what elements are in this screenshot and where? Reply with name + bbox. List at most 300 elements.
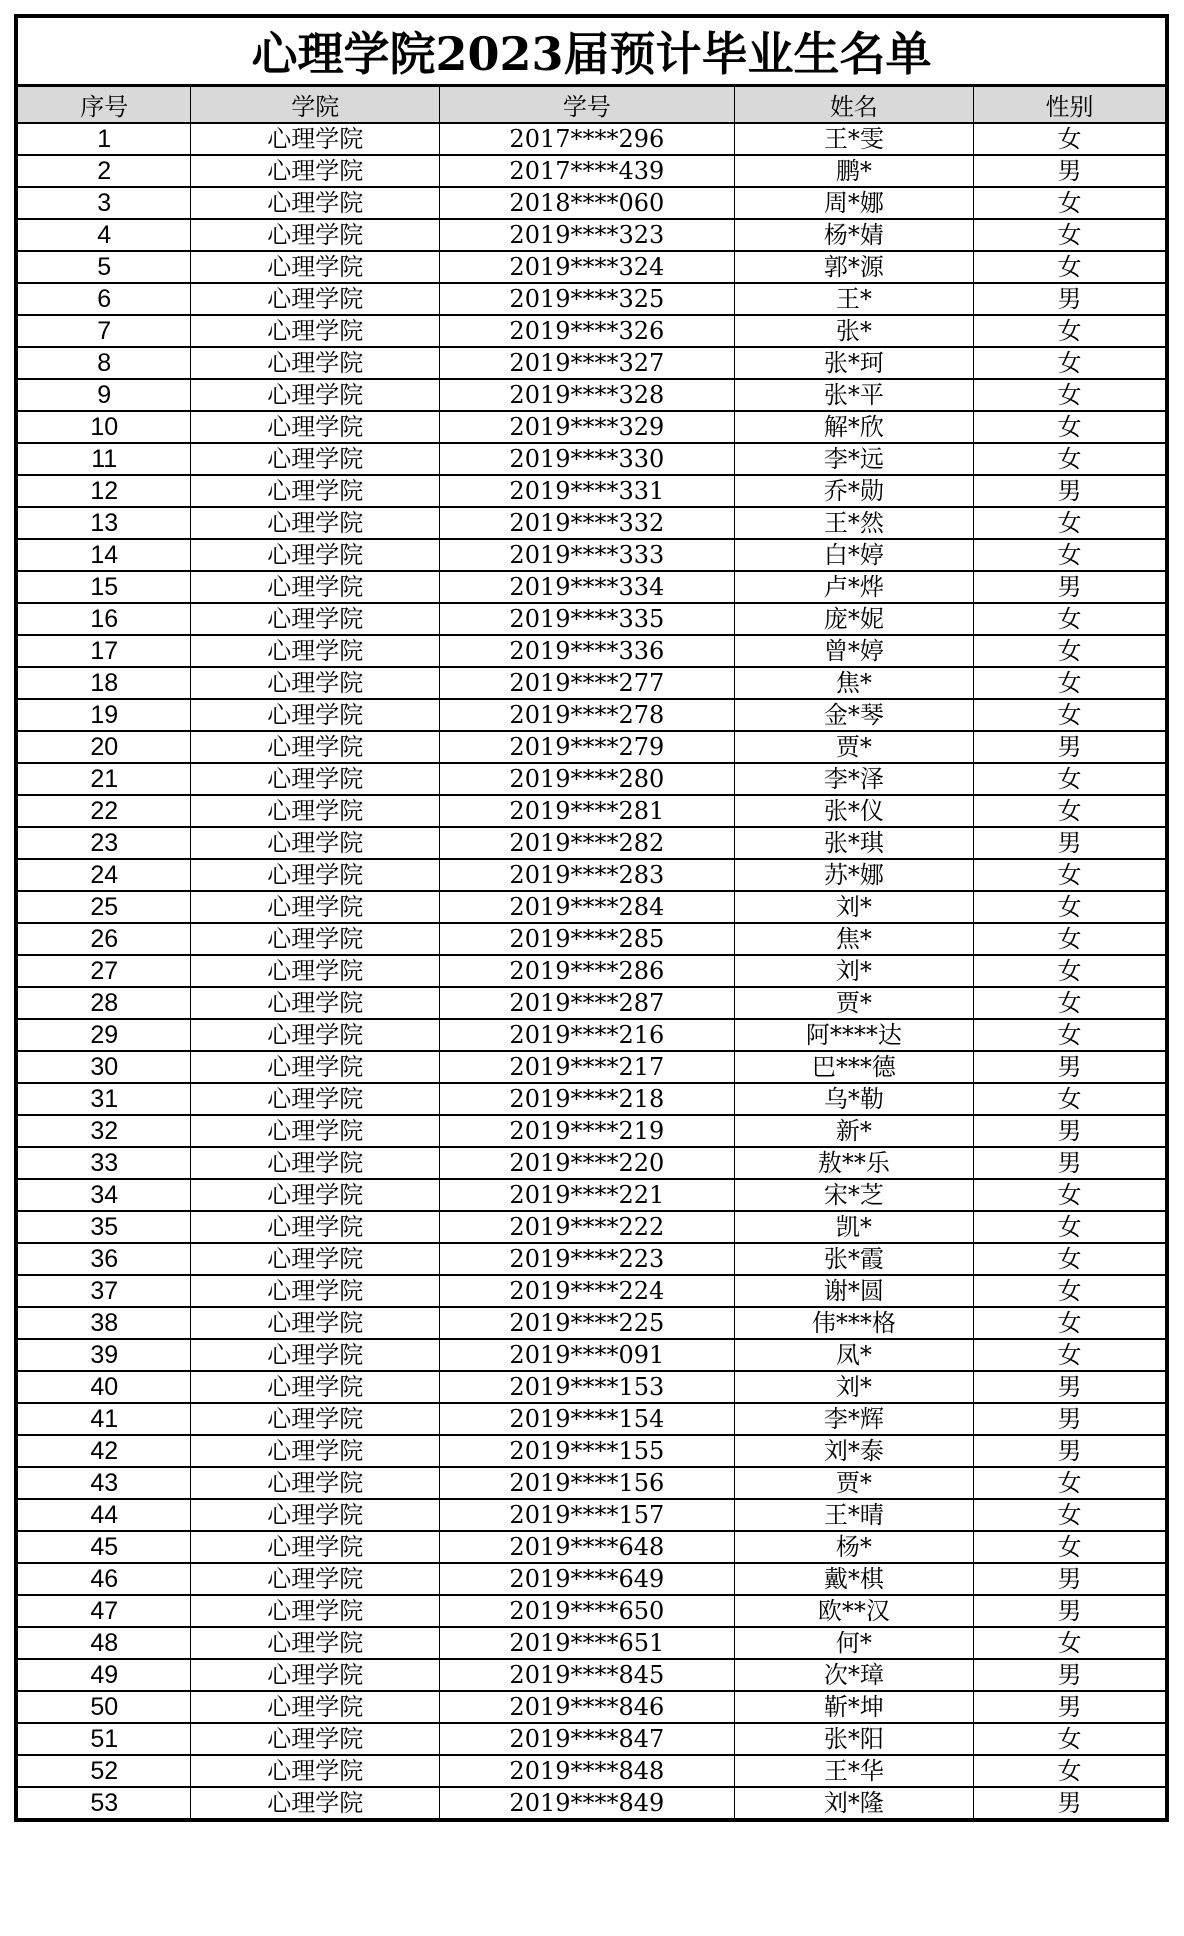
cell-gender: 女 <box>974 859 1167 891</box>
cell-no: 21 <box>16 763 191 795</box>
cell-no: 38 <box>16 1307 191 1339</box>
cell-no: 52 <box>16 1755 191 1787</box>
cell-college: 心理学院 <box>191 667 440 699</box>
cell-sid: 2019****278 <box>440 699 735 731</box>
cell-no: 33 <box>16 1147 191 1179</box>
cell-name: 刘*泰 <box>734 1435 973 1467</box>
cell-sid: 2019****329 <box>440 411 735 443</box>
cell-name: 张*阳 <box>734 1723 973 1755</box>
cell-no: 51 <box>16 1723 191 1755</box>
table-row <box>16 1787 1167 1820</box>
cell-name: 周*娜 <box>734 187 973 219</box>
cell-sid: 2019****651 <box>440 1627 735 1659</box>
table-row <box>16 603 1167 635</box>
cell-no: 2 <box>16 155 191 187</box>
cell-sid: 2019****222 <box>440 1211 735 1243</box>
cell-sid: 2019****219 <box>440 1115 735 1147</box>
cell-no: 5 <box>16 251 191 283</box>
cell-sid: 2019****225 <box>440 1307 735 1339</box>
cell-name: 何* <box>734 1627 973 1659</box>
cell-no: 23 <box>16 827 191 859</box>
cell-college: 心理学院 <box>191 635 440 667</box>
cell-gender: 男 <box>974 1787 1167 1820</box>
cell-name: 阿****达 <box>734 1019 973 1051</box>
cell-gender: 女 <box>974 123 1167 155</box>
cell-name: 贾* <box>734 1467 973 1499</box>
cell-sid: 2019****157 <box>440 1499 735 1531</box>
cell-name: 王*然 <box>734 507 973 539</box>
cell-sid: 2019****334 <box>440 571 735 603</box>
cell-name: 刘*隆 <box>734 1787 973 1820</box>
cell-college: 心理学院 <box>191 795 440 827</box>
cell-college: 心理学院 <box>191 315 440 347</box>
column-header-4: 性别 <box>974 86 1167 124</box>
table-body <box>16 123 1167 1820</box>
cell-college: 心理学院 <box>191 1307 440 1339</box>
cell-name: 解*欣 <box>734 411 973 443</box>
cell-college: 心理学院 <box>191 1723 440 1755</box>
cell-no: 45 <box>16 1531 191 1563</box>
cell-sid: 2019****849 <box>440 1787 735 1820</box>
cell-sid: 2019****845 <box>440 1659 735 1691</box>
cell-gender: 男 <box>974 1435 1167 1467</box>
cell-name: 刘* <box>734 1371 973 1403</box>
table-row <box>16 251 1167 283</box>
cell-name: 凤* <box>734 1339 973 1371</box>
cell-sid: 2019****280 <box>440 763 735 795</box>
cell-no: 13 <box>16 507 191 539</box>
table-row <box>16 699 1167 731</box>
cell-gender: 女 <box>974 1179 1167 1211</box>
cell-sid: 2019****283 <box>440 859 735 891</box>
cell-no: 1 <box>16 123 191 155</box>
cell-gender: 男 <box>974 1691 1167 1723</box>
table-row <box>16 731 1167 763</box>
cell-sid: 2019****154 <box>440 1403 735 1435</box>
cell-no: 14 <box>16 539 191 571</box>
cell-college: 心理学院 <box>191 1339 440 1371</box>
column-header-2: 学号 <box>440 86 735 124</box>
cell-gender: 女 <box>974 667 1167 699</box>
cell-sid: 2019****221 <box>440 1179 735 1211</box>
cell-college: 心理学院 <box>191 1371 440 1403</box>
table-row <box>16 443 1167 475</box>
cell-college: 心理学院 <box>191 443 440 475</box>
cell-name: 张*珂 <box>734 347 973 379</box>
cell-gender: 女 <box>974 891 1167 923</box>
cell-gender: 女 <box>974 219 1167 251</box>
cell-no: 18 <box>16 667 191 699</box>
table-row <box>16 1179 1167 1211</box>
cell-college: 心理学院 <box>191 955 440 987</box>
cell-gender: 男 <box>974 1371 1167 1403</box>
cell-sid: 2019****649 <box>440 1563 735 1595</box>
cell-sid: 2018****060 <box>440 187 735 219</box>
cell-college: 心理学院 <box>191 987 440 1019</box>
cell-sid: 2019****650 <box>440 1595 735 1627</box>
cell-gender: 男 <box>974 571 1167 603</box>
table-row <box>16 1531 1167 1563</box>
cell-sid: 2019****331 <box>440 475 735 507</box>
cell-no: 34 <box>16 1179 191 1211</box>
table-row <box>16 923 1167 955</box>
cell-sid: 2019****223 <box>440 1243 735 1275</box>
cell-name: 伟***格 <box>734 1307 973 1339</box>
cell-sid: 2019****332 <box>440 507 735 539</box>
cell-sid: 2019****277 <box>440 667 735 699</box>
cell-sid: 2019****287 <box>440 987 735 1019</box>
cell-college: 心理学院 <box>191 1563 440 1595</box>
table-row <box>16 1211 1167 1243</box>
cell-name: 次*璋 <box>734 1659 973 1691</box>
graduate-roster-sheet <box>14 14 1169 1822</box>
cell-no: 7 <box>16 315 191 347</box>
table-row <box>16 315 1167 347</box>
cell-college: 心理学院 <box>191 411 440 443</box>
cell-gender: 女 <box>974 251 1167 283</box>
cell-no: 4 <box>16 219 191 251</box>
table-row <box>16 1723 1167 1755</box>
cell-name: 李*远 <box>734 443 973 475</box>
cell-college: 心理学院 <box>191 1691 440 1723</box>
cell-gender: 男 <box>974 1115 1167 1147</box>
cell-no: 37 <box>16 1275 191 1307</box>
table-row <box>16 1435 1167 1467</box>
cell-no: 39 <box>16 1339 191 1371</box>
table-row <box>16 795 1167 827</box>
cell-name: 谢*圆 <box>734 1275 973 1307</box>
cell-college: 心理学院 <box>191 1147 440 1179</box>
cell-no: 48 <box>16 1627 191 1659</box>
graduate-roster-table <box>14 14 1169 1822</box>
cell-gender: 男 <box>974 1659 1167 1691</box>
cell-name: 张*琪 <box>734 827 973 859</box>
cell-name: 敖**乐 <box>734 1147 973 1179</box>
cell-no: 35 <box>16 1211 191 1243</box>
cell-sid: 2019****224 <box>440 1275 735 1307</box>
cell-gender: 女 <box>974 1275 1167 1307</box>
cell-name: 张*仪 <box>734 795 973 827</box>
cell-no: 19 <box>16 699 191 731</box>
cell-no: 6 <box>16 283 191 315</box>
cell-gender: 女 <box>974 603 1167 635</box>
cell-sid: 2019****217 <box>440 1051 735 1083</box>
cell-gender: 男 <box>974 1403 1167 1435</box>
cell-gender: 女 <box>974 699 1167 731</box>
cell-gender: 女 <box>974 1339 1167 1371</box>
cell-no: 26 <box>16 923 191 955</box>
cell-sid: 2019****282 <box>440 827 735 859</box>
cell-no: 15 <box>16 571 191 603</box>
cell-no: 53 <box>16 1787 191 1820</box>
cell-college: 心理学院 <box>191 923 440 955</box>
cell-name: 戴*棋 <box>734 1563 973 1595</box>
cell-no: 24 <box>16 859 191 891</box>
table-row <box>16 507 1167 539</box>
table-row <box>16 987 1167 1019</box>
cell-college: 心理学院 <box>191 1659 440 1691</box>
cell-sid: 2019****848 <box>440 1755 735 1787</box>
cell-gender: 女 <box>974 795 1167 827</box>
table-row <box>16 219 1167 251</box>
table-row <box>16 123 1167 155</box>
table-row <box>16 1339 1167 1371</box>
cell-name: 王*华 <box>734 1755 973 1787</box>
cell-no: 16 <box>16 603 191 635</box>
table-row <box>16 1371 1167 1403</box>
cell-college: 心理学院 <box>191 891 440 923</box>
cell-gender: 女 <box>974 955 1167 987</box>
cell-sid: 2019****847 <box>440 1723 735 1755</box>
cell-no: 44 <box>16 1499 191 1531</box>
cell-sid: 2019****336 <box>440 635 735 667</box>
cell-no: 50 <box>16 1691 191 1723</box>
cell-no: 10 <box>16 411 191 443</box>
cell-gender: 男 <box>974 827 1167 859</box>
cell-college: 心理学院 <box>191 1275 440 1307</box>
cell-sid: 2019****326 <box>440 315 735 347</box>
cell-college: 心理学院 <box>191 1595 440 1627</box>
cell-name: 王*雯 <box>734 123 973 155</box>
cell-gender: 男 <box>974 283 1167 315</box>
cell-name: 刘* <box>734 955 973 987</box>
table-row <box>16 667 1167 699</box>
cell-sid: 2019****325 <box>440 283 735 315</box>
cell-no: 22 <box>16 795 191 827</box>
cell-sid: 2019****333 <box>440 539 735 571</box>
cell-sid: 2019****323 <box>440 219 735 251</box>
cell-college: 心理学院 <box>191 1403 440 1435</box>
cell-gender: 男 <box>974 1051 1167 1083</box>
cell-gender: 女 <box>974 1307 1167 1339</box>
cell-name: 宋*芝 <box>734 1179 973 1211</box>
table-row <box>16 827 1167 859</box>
table-row <box>16 283 1167 315</box>
cell-no: 30 <box>16 1051 191 1083</box>
cell-sid: 2019****285 <box>440 923 735 955</box>
table-row <box>16 475 1167 507</box>
cell-name: 张*霞 <box>734 1243 973 1275</box>
table-row <box>16 1659 1167 1691</box>
table-row <box>16 1307 1167 1339</box>
cell-college: 心理学院 <box>191 1179 440 1211</box>
cell-sid: 2019****216 <box>440 1019 735 1051</box>
cell-college: 心理学院 <box>191 539 440 571</box>
cell-sid: 2019****279 <box>440 731 735 763</box>
cell-gender: 女 <box>974 1243 1167 1275</box>
table-head <box>16 16 1167 123</box>
cell-sid: 2019****220 <box>440 1147 735 1179</box>
cell-college: 心理学院 <box>191 1531 440 1563</box>
table-row <box>16 891 1167 923</box>
table-row <box>16 1051 1167 1083</box>
cell-gender: 女 <box>974 1499 1167 1531</box>
cell-name: 乔*勋 <box>734 475 973 507</box>
cell-no: 27 <box>16 955 191 987</box>
cell-name: 卢*烨 <box>734 571 973 603</box>
cell-sid: 2019****846 <box>440 1691 735 1723</box>
cell-college: 心理学院 <box>191 763 440 795</box>
title-row <box>16 16 1167 86</box>
cell-gender: 女 <box>974 443 1167 475</box>
cell-sid: 2019****155 <box>440 1435 735 1467</box>
cell-college: 心理学院 <box>191 827 440 859</box>
cell-name: 焦* <box>734 667 973 699</box>
cell-sid: 2019****335 <box>440 603 735 635</box>
table-row <box>16 1275 1167 1307</box>
table-row <box>16 571 1167 603</box>
cell-sid: 2019****091 <box>440 1339 735 1371</box>
page-title: 心理学院2023届预计毕业生名单 <box>16 16 1167 86</box>
table-row <box>16 1019 1167 1051</box>
cell-no: 41 <box>16 1403 191 1435</box>
cell-name: 张*平 <box>734 379 973 411</box>
cell-gender: 男 <box>974 155 1167 187</box>
cell-college: 心理学院 <box>191 1051 440 1083</box>
cell-name: 白*婷 <box>734 539 973 571</box>
cell-gender: 男 <box>974 731 1167 763</box>
cell-college: 心理学院 <box>191 603 440 635</box>
cell-no: 17 <box>16 635 191 667</box>
cell-no: 46 <box>16 1563 191 1595</box>
cell-name: 焦* <box>734 923 973 955</box>
cell-no: 32 <box>16 1115 191 1147</box>
cell-name: 杨* <box>734 1531 973 1563</box>
cell-name: 金*琴 <box>734 699 973 731</box>
cell-college: 心理学院 <box>191 1019 440 1051</box>
table-row <box>16 1115 1167 1147</box>
cell-sid: 2019****156 <box>440 1467 735 1499</box>
cell-sid: 2019****328 <box>440 379 735 411</box>
cell-gender: 女 <box>974 1723 1167 1755</box>
cell-college: 心理学院 <box>191 1115 440 1147</box>
cell-name: 李*泽 <box>734 763 973 795</box>
cell-name: 苏*娜 <box>734 859 973 891</box>
cell-no: 8 <box>16 347 191 379</box>
cell-college: 心理学院 <box>191 1755 440 1787</box>
cell-gender: 男 <box>974 1147 1167 1179</box>
cell-gender: 女 <box>974 347 1167 379</box>
cell-gender: 女 <box>974 1467 1167 1499</box>
cell-college: 心理学院 <box>191 507 440 539</box>
cell-name: 鹏* <box>734 155 973 187</box>
cell-gender: 女 <box>974 1019 1167 1051</box>
table-row <box>16 1467 1167 1499</box>
cell-college: 心理学院 <box>191 219 440 251</box>
cell-no: 11 <box>16 443 191 475</box>
table-row <box>16 1403 1167 1435</box>
cell-college: 心理学院 <box>191 731 440 763</box>
cell-college: 心理学院 <box>191 251 440 283</box>
cell-gender: 女 <box>974 315 1167 347</box>
cell-college: 心理学院 <box>191 475 440 507</box>
cell-no: 28 <box>16 987 191 1019</box>
cell-no: 40 <box>16 1371 191 1403</box>
table-row <box>16 1147 1167 1179</box>
cell-sid: 2019****330 <box>440 443 735 475</box>
cell-sid: 2019****286 <box>440 955 735 987</box>
table-row <box>16 1755 1167 1787</box>
cell-name: 曾*婷 <box>734 635 973 667</box>
cell-no: 12 <box>16 475 191 507</box>
cell-gender: 男 <box>974 475 1167 507</box>
column-header-0: 序号 <box>16 86 191 124</box>
table-row <box>16 187 1167 219</box>
cell-college: 心理学院 <box>191 859 440 891</box>
cell-gender: 女 <box>974 539 1167 571</box>
cell-sid: 2017****296 <box>440 123 735 155</box>
table-row <box>16 347 1167 379</box>
cell-gender: 女 <box>974 507 1167 539</box>
table-row <box>16 763 1167 795</box>
cell-no: 29 <box>16 1019 191 1051</box>
cell-no: 49 <box>16 1659 191 1691</box>
table-row <box>16 539 1167 571</box>
cell-name: 巴***德 <box>734 1051 973 1083</box>
table-row <box>16 1595 1167 1627</box>
cell-college: 心理学院 <box>191 1467 440 1499</box>
cell-college: 心理学院 <box>191 347 440 379</box>
cell-college: 心理学院 <box>191 187 440 219</box>
cell-college: 心理学院 <box>191 699 440 731</box>
cell-college: 心理学院 <box>191 1211 440 1243</box>
cell-no: 9 <box>16 379 191 411</box>
cell-sid: 2019****218 <box>440 1083 735 1115</box>
table-row <box>16 635 1167 667</box>
cell-name: 张* <box>734 315 973 347</box>
cell-gender: 男 <box>974 1563 1167 1595</box>
cell-gender: 女 <box>974 411 1167 443</box>
cell-college: 心理学院 <box>191 1499 440 1531</box>
cell-gender: 女 <box>974 987 1167 1019</box>
cell-name: 凯* <box>734 1211 973 1243</box>
cell-name: 杨*婧 <box>734 219 973 251</box>
table-row <box>16 859 1167 891</box>
cell-college: 心理学院 <box>191 155 440 187</box>
table-row <box>16 1499 1167 1531</box>
cell-name: 贾* <box>734 987 973 1019</box>
cell-college: 心理学院 <box>191 123 440 155</box>
cell-name: 靳*坤 <box>734 1691 973 1723</box>
table-row <box>16 1563 1167 1595</box>
cell-name: 新* <box>734 1115 973 1147</box>
table-row <box>16 411 1167 443</box>
cell-no: 42 <box>16 1435 191 1467</box>
cell-no: 20 <box>16 731 191 763</box>
cell-name: 王* <box>734 283 973 315</box>
cell-college: 心理学院 <box>191 1243 440 1275</box>
cell-sid: 2019****324 <box>440 251 735 283</box>
cell-no: 3 <box>16 187 191 219</box>
cell-sid: 2019****327 <box>440 347 735 379</box>
cell-name: 李*辉 <box>734 1403 973 1435</box>
cell-college: 心理学院 <box>191 283 440 315</box>
cell-no: 25 <box>16 891 191 923</box>
cell-gender: 女 <box>974 1211 1167 1243</box>
cell-name: 欧**汉 <box>734 1595 973 1627</box>
header-row <box>16 86 1167 124</box>
table-row <box>16 1243 1167 1275</box>
cell-college: 心理学院 <box>191 1627 440 1659</box>
column-header-1: 学院 <box>191 86 440 124</box>
column-header-3: 姓名 <box>734 86 973 124</box>
cell-sid: 2019****153 <box>440 1371 735 1403</box>
cell-name: 王*晴 <box>734 1499 973 1531</box>
cell-gender: 女 <box>974 379 1167 411</box>
table-row <box>16 955 1167 987</box>
cell-name: 乌*勒 <box>734 1083 973 1115</box>
cell-gender: 女 <box>974 187 1167 219</box>
